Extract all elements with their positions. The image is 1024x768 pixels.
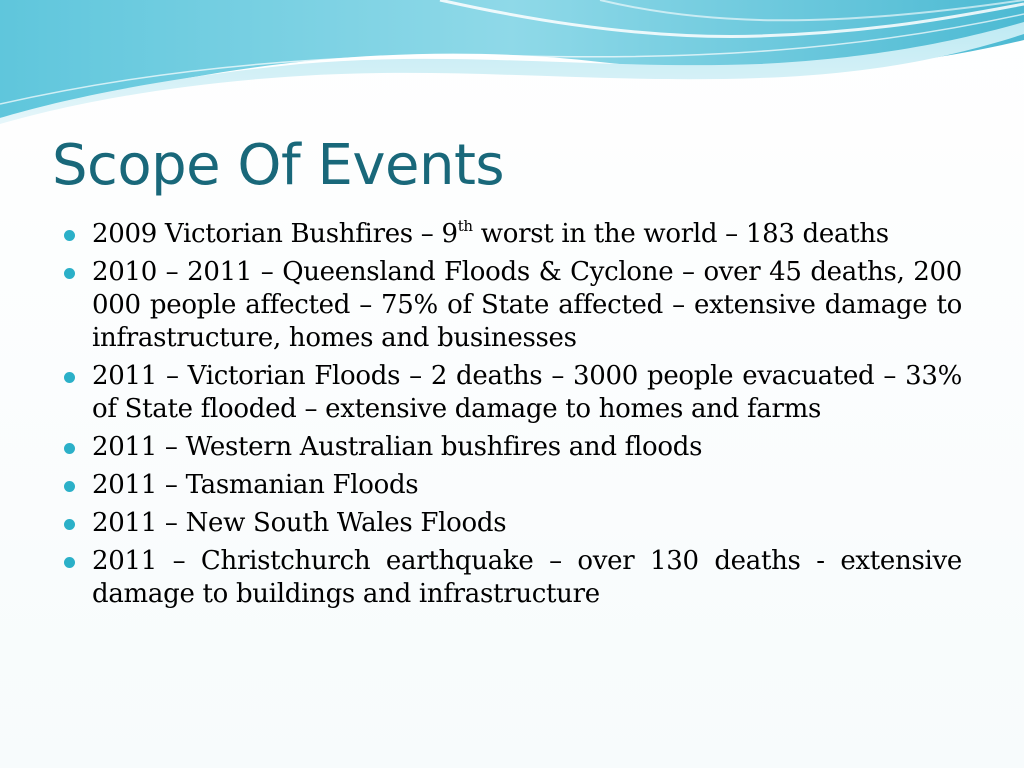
bullet-dot-icon — [64, 372, 75, 383]
bullet-text: worst in the world – 183 deaths — [472, 219, 889, 249]
bullet-tasmanian-floods — [62, 469, 962, 502]
bullet-victorian-bushfires — [62, 218, 962, 251]
bullet-text: 2009 Victorian Bushfires – 9 — [92, 219, 458, 249]
bullet-text: 2011 – Christchurch earthquake – over 130 deaths - extensive damage to buildings and infrastructure — [92, 546, 962, 609]
bullet-text: 2011 – Victorian Floods – 2 deaths – 3000 people evacuated – 33% of State flooded – extensive damage to homes and farms — [92, 361, 962, 424]
bullet-nsw-floods — [62, 507, 962, 540]
bullet-victorian-floods — [62, 360, 962, 426]
decorative-wave-header — [0, 0, 1024, 130]
slide-title: Scope Of Events — [52, 133, 505, 198]
bullet-text: 2011 – Tasmanian Floods — [92, 470, 419, 500]
bullet-text: 2010 – 2011 – Queensland Floods & Cyclone – over 45 deaths, 200 000 people affected – 75% of State affected – extensive damage to infrastructure, homes and businesses — [92, 257, 962, 353]
bullet-queensland-floods — [62, 256, 962, 355]
bullet-dot-icon — [64, 519, 75, 530]
bullet-list — [62, 218, 962, 616]
bullet-dot-icon — [64, 443, 75, 454]
bullet-text: 2011 – New South Wales Floods — [92, 508, 507, 538]
bullet-dot-icon — [64, 268, 75, 279]
bullet-text: 2011 – Western Australian bushfires and floods — [92, 432, 703, 462]
bullet-christchurch-earthquake — [62, 545, 962, 611]
bullet-dot-icon — [64, 481, 75, 492]
ordinal-suffix: th — [457, 217, 473, 235]
bullet-dot-icon — [64, 557, 75, 568]
bullet-western-australia — [62, 431, 962, 464]
bullet-dot-icon — [64, 230, 75, 241]
